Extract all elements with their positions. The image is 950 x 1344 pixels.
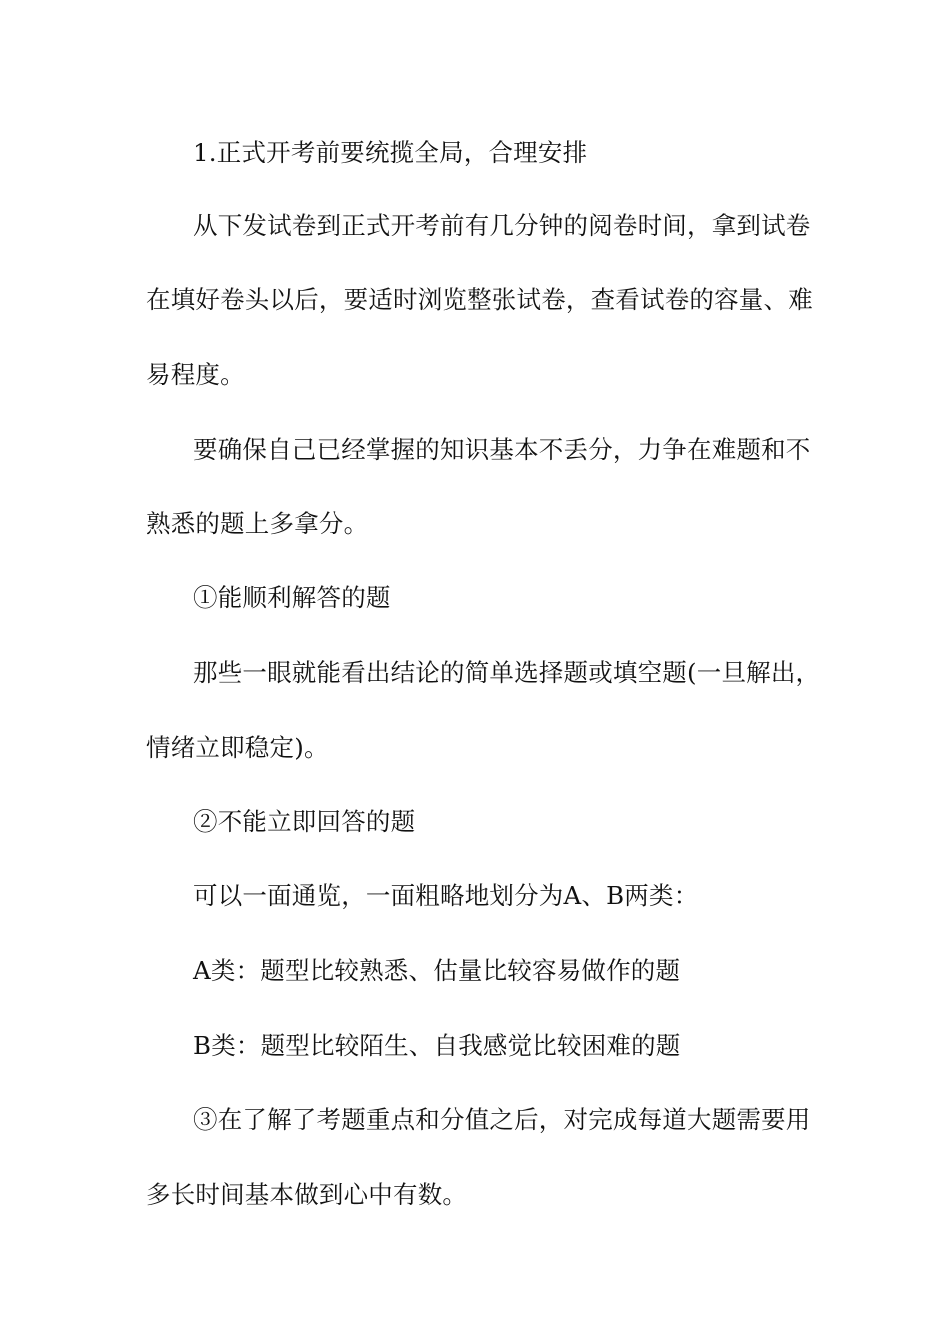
paragraph-line: 可以一面通览，一面粗略地划分为A、B两类： (193, 881, 699, 910)
section-heading: 1.正式开考前要统揽全局，合理安排 (193, 138, 588, 167)
paragraph-line: 熟悉的题上多拿分。 (146, 509, 369, 538)
paragraph-line: 那些一眼就能看出结论的简单选择题或填空题(一旦解出， (193, 658, 821, 687)
paragraph-line: 要确保自己已经掌握的知识基本不丢分，力争在难题和不 (193, 435, 811, 464)
category-line: A类：题型比较熟悉、估量比较容易做作的题 (193, 956, 681, 985)
paragraph-line: ③在了解了考题重点和分值之后，对完成每道大题需要用 (193, 1105, 811, 1134)
paragraph-line: 易程度。 (146, 360, 245, 389)
list-item-heading: ②不能立即回答的题 (193, 807, 416, 836)
list-item-heading: ①能顺利解答的题 (193, 583, 391, 612)
paragraph-line: 多长时间基本做到心中有数。 (146, 1180, 468, 1209)
paragraph-line: 从下发试卷到正式开考前有几分钟的阅卷时间，拿到试卷 (193, 211, 811, 240)
category-line: B类：题型比较陌生、自我感觉比较困难的题 (193, 1031, 681, 1060)
paragraph-line: 情绪立即稳定)。 (146, 733, 329, 762)
paragraph-line: 在填好卷头以后，要适时浏览整张试卷，查看试卷的容量、难 (146, 285, 813, 314)
